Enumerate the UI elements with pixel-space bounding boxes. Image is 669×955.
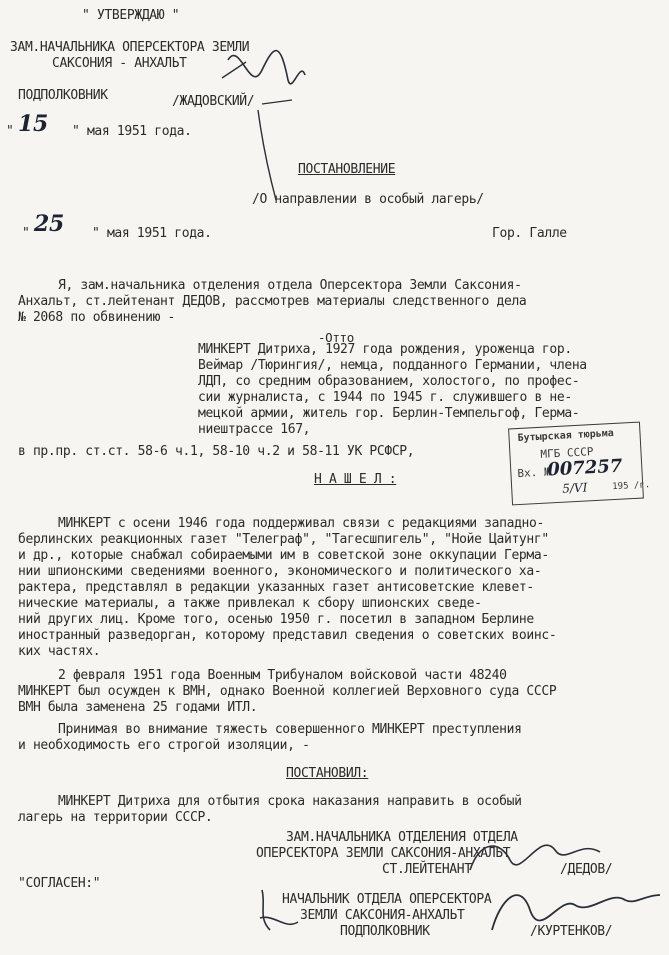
considering-line: и необходимость его строгой изоляции, - [18,738,310,753]
considering-line: Принимая во внимание тяжесть совершенного МИНКЕРТ преступления [58,722,522,737]
city: Гор. Галле [492,226,567,241]
signer-line-3: СТ.ЛЕЙТЕНАНТ [382,862,472,877]
accused-insert: -Отто [318,330,354,345]
approval-date-quote: " [6,124,14,139]
resolved-heading: ПОСТАНОВИЛ: [286,766,369,781]
found-line: ний других лиц. Кроме того, осенью 1950 г. посетил в западном Берлине [18,612,534,627]
date-quote: " [22,226,30,241]
found-line: нии шпионскими сведениями военного, экономического и политического ха- [18,564,542,579]
found-heading: Н А Ш Е Л : [314,472,397,487]
agreed-label: "СОГЛАСЕН:" [18,876,101,891]
found-line: и др., которые снабжал собираемыми им в советской зоне оккупации Герма- [18,548,549,563]
date-day-handwritten: 25 [34,211,64,237]
tribunal-line: ВМН была заменена 25 годами ИТЛ. [18,700,258,715]
tribunal-line: МИНКЕРТ был осужден к ВМН, однако Военной коллегией Верховного суда СССР [18,684,557,699]
signer-name: /ДЕДОВ/ [560,862,613,877]
found-line: МИНКЕРТ с осени 1946 года поддерживал связи с редакциями западно- [58,516,544,531]
approval-date-rest: " мая 1951 года. [72,124,192,139]
stamp-prefix: Вх. № [517,465,551,481]
approval-heading: " УТВЕРЖДАЮ " [82,8,180,23]
accused-line: Веймар /Тюрингия/, немца, подданного Германии, члена [198,358,587,373]
agreed-line-1: НАЧАЛЬНИК ОТДЕЛА ОПЕРСЕКТОРА [282,892,492,907]
agreed-signature-left [260,890,298,930]
found-line: берлинских реакционных газет "Телеграф", "Тагесшпигель", "Нойе Цайтунг" [18,532,549,547]
agreed-line-3: ПОДПОЛКОВНИК [340,924,430,939]
approval-rank: ПОДПОЛКОВНИК [18,88,108,103]
agreed-name: /КУРТЕНКОВ/ [530,924,613,939]
signer-line-1: ЗАМ.НАЧАЛЬНИКА ОТДЕЛЕНИЯ ОТДЕЛА [286,830,518,845]
approval-line-1: ЗАМ.НАЧАЛЬНИКА ОПЕРСЕКТОРА ЗЕМЛИ [10,40,250,55]
agreed-signature-right [492,895,660,930]
resolved-line: лагерь на территории СССР. [18,810,213,825]
found-line: нические материалы, а также привлекал к сбору шпионских сведе- [18,596,482,611]
approval-name: /ЖАДОВСКИЙ/ [172,94,255,109]
approval-day-handwritten: 15 [18,111,48,137]
approval-signature [228,51,305,84]
stamp-line-2: МГБ СССР [540,445,594,461]
stamp-number: 007257 [546,455,623,481]
charges: в пр.пр. ст.ст. 58-6 ч.1, 58-10 ч.2 и 58-11 УК РСФСР, [18,444,415,459]
resolved-line: МИНКЕРТ Дитриха для отбытия срока наказания направить в особый [58,794,522,809]
found-line: рактера, представлял в редакции указанных газет антисоветские клевет- [18,580,534,595]
intro-line: № 2068 по обвинению - [18,310,176,325]
date-rest: " мая 1951 года. [92,226,212,241]
document-title: ПОСТАНОВЛЕНИЕ [298,162,396,177]
document-subject: /О направлении в особый лагерь/ [252,192,484,207]
stamp-year: 195 /г. [612,480,651,493]
accused-line: ниештрассе 167, [198,422,311,437]
found-line: иностранный разведорган, которому представил сведения о советских воинс- [18,628,557,643]
stamp-line-1: Бутырская тюрьма [517,427,615,445]
signer-line-2: ОПЕРСЕКТОРА ЗЕМЛИ САКСОНИЯ-АНХАЛЬТ [256,846,511,861]
intro-line: Анхальт, ст.лейтенант ДЕДОВ, рассмотрев материалы следственного дела [18,294,527,309]
tribunal-line: 2 февраля 1951 года Военным Трибуналом войсковой части 48240 [58,668,507,683]
agreed-line-2: ЗЕМЛИ САКСОНИЯ-АНХАЛЬТ [300,908,465,923]
approval-signature-line [258,110,276,200]
stamp-date-handwritten: 5/VI [561,480,588,496]
approval-line-2: САКСОНИЯ - АНХАЛЬТ [52,56,187,71]
signer-signature [470,845,600,870]
intro-line: Я, зам.начальника отделения отдела Оперсектора Земли Саксония- [58,278,522,293]
accused-line: ЛДП, со средним образованием, холостого, по профес- [198,374,580,389]
accused-line: мецкой армии, житель гор. Берлин-Темпельгоф, Герма- [198,406,580,421]
found-line: ких частях. [18,644,101,659]
accused-line: МИНКЕРТ Дитриха, 1927 года рождения, уроженца гор. [198,342,572,357]
accused-line: сии журналиста, с 1944 по 1945 г. служившего в не- [198,390,572,405]
